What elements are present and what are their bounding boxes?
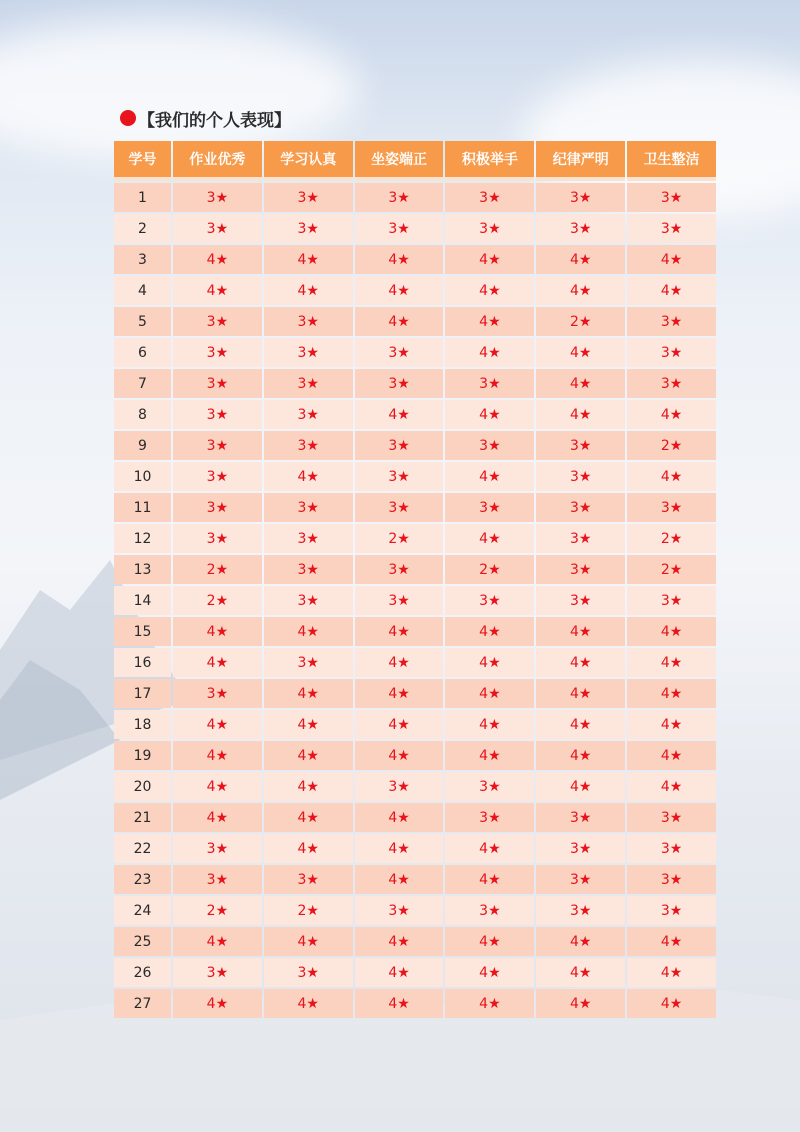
rating-cell: 4★ <box>173 772 262 801</box>
rating-cell: 4★ <box>355 834 444 863</box>
rating-cell: 3★ <box>445 772 534 801</box>
rating-cell: 4★ <box>445 710 534 739</box>
rating-cell: 3★ <box>173 524 262 553</box>
rating-cell: 4★ <box>536 369 625 398</box>
rating-cell: 4★ <box>536 276 625 305</box>
table-row <box>114 276 716 305</box>
table-row <box>114 958 716 987</box>
rating-cell: 4★ <box>264 989 353 1018</box>
rating-cell: 4★ <box>355 648 444 677</box>
table-row <box>114 834 716 863</box>
rating-cell: 4★ <box>355 679 444 708</box>
rating-cell: 4★ <box>536 400 625 429</box>
student-number-cell: 12 <box>114 524 171 553</box>
student-number-cell: 6 <box>114 338 171 367</box>
rating-cell: 3★ <box>627 586 716 615</box>
rating-cell: 2★ <box>173 896 262 925</box>
rating-cell: 4★ <box>445 679 534 708</box>
rating-cell: 3★ <box>173 338 262 367</box>
rating-cell: 4★ <box>355 865 444 894</box>
table-row <box>114 927 716 956</box>
table-row <box>114 214 716 243</box>
rating-cell: 4★ <box>264 772 353 801</box>
rating-cell: 4★ <box>173 648 262 677</box>
rating-cell: 3★ <box>627 214 716 243</box>
table-row <box>114 183 716 212</box>
rating-cell: 3★ <box>445 214 534 243</box>
table-row <box>114 772 716 801</box>
rating-cell: 3★ <box>264 648 353 677</box>
rating-cell: 4★ <box>627 958 716 987</box>
student-number-cell: 7 <box>114 369 171 398</box>
rating-cell: 4★ <box>173 741 262 770</box>
rating-cell: 4★ <box>264 276 353 305</box>
rating-cell: 3★ <box>627 338 716 367</box>
rating-cell: 4★ <box>355 927 444 956</box>
table-row <box>114 369 716 398</box>
table-row <box>114 400 716 429</box>
student-number-cell: 25 <box>114 927 171 956</box>
rating-cell: 4★ <box>173 803 262 832</box>
rating-cell: 4★ <box>355 710 444 739</box>
rating-cell: 3★ <box>173 679 262 708</box>
student-number-cell: 11 <box>114 493 171 522</box>
rating-cell: 4★ <box>264 741 353 770</box>
column-header: 卫生整洁 <box>627 141 716 181</box>
rating-cell: 4★ <box>536 989 625 1018</box>
table-row <box>114 896 716 925</box>
rating-cell: 3★ <box>536 431 625 460</box>
table-row <box>114 555 716 584</box>
rating-cell: 2★ <box>355 524 444 553</box>
rating-cell: 4★ <box>173 617 262 646</box>
table-row <box>114 617 716 646</box>
rating-cell: 3★ <box>536 803 625 832</box>
student-number-cell: 21 <box>114 803 171 832</box>
rating-cell: 4★ <box>264 462 353 491</box>
rating-cell: 4★ <box>445 338 534 367</box>
rating-cell: 3★ <box>627 834 716 863</box>
rating-cell: 4★ <box>264 710 353 739</box>
rating-cell: 4★ <box>355 617 444 646</box>
rating-cell: 3★ <box>264 958 353 987</box>
rating-cell: 4★ <box>445 617 534 646</box>
rating-cell: 3★ <box>445 493 534 522</box>
student-number-cell: 8 <box>114 400 171 429</box>
rating-cell: 2★ <box>536 307 625 336</box>
rating-cell: 3★ <box>173 462 262 491</box>
rating-cell: 4★ <box>445 276 534 305</box>
student-number-cell: 15 <box>114 617 171 646</box>
rating-cell: 3★ <box>355 369 444 398</box>
rating-cell: 4★ <box>627 245 716 274</box>
student-number-cell: 1 <box>114 183 171 212</box>
rating-cell: 3★ <box>264 865 353 894</box>
rating-cell: 4★ <box>627 648 716 677</box>
rating-cell: 4★ <box>536 927 625 956</box>
section-title <box>120 106 291 130</box>
rating-cell: 3★ <box>264 214 353 243</box>
rating-cell: 4★ <box>445 865 534 894</box>
student-number-cell: 4 <box>114 276 171 305</box>
student-number-cell: 17 <box>114 679 171 708</box>
rating-cell: 4★ <box>355 803 444 832</box>
rating-cell: 4★ <box>627 276 716 305</box>
rating-cell: 3★ <box>173 431 262 460</box>
rating-cell: 4★ <box>173 927 262 956</box>
rating-cell: 3★ <box>355 338 444 367</box>
rating-cell: 4★ <box>264 834 353 863</box>
column-header: 纪律严明 <box>536 141 625 181</box>
table-row <box>114 493 716 522</box>
rating-cell: 3★ <box>264 400 353 429</box>
column-header: 积极举手 <box>445 141 534 181</box>
rating-cell: 4★ <box>536 617 625 646</box>
rating-cell: 3★ <box>445 586 534 615</box>
rating-cell: 3★ <box>264 369 353 398</box>
student-number-cell: 24 <box>114 896 171 925</box>
rating-cell: 4★ <box>627 679 716 708</box>
student-number-cell: 22 <box>114 834 171 863</box>
student-number-cell: 2 <box>114 214 171 243</box>
table-row <box>114 741 716 770</box>
rating-cell: 3★ <box>536 834 625 863</box>
rating-cell: 3★ <box>355 555 444 584</box>
rating-cell: 4★ <box>445 648 534 677</box>
rating-cell: 3★ <box>445 803 534 832</box>
rating-cell: 3★ <box>536 524 625 553</box>
rating-cell: 4★ <box>173 989 262 1018</box>
rating-cell: 4★ <box>627 927 716 956</box>
rating-cell: 4★ <box>445 245 534 274</box>
rating-cell: 3★ <box>627 865 716 894</box>
table-row <box>114 648 716 677</box>
rating-cell: 4★ <box>445 834 534 863</box>
rating-cell: 4★ <box>173 276 262 305</box>
rating-cell: 4★ <box>536 710 625 739</box>
section-title-text: 【我们的个人表现】 <box>138 110 291 131</box>
rating-cell: 3★ <box>173 183 262 212</box>
student-number-cell: 10 <box>114 462 171 491</box>
rating-cell: 3★ <box>536 865 625 894</box>
rating-cell: 4★ <box>627 400 716 429</box>
rating-cell: 4★ <box>536 338 625 367</box>
rating-cell: 3★ <box>355 896 444 925</box>
rating-cell: 4★ <box>173 710 262 739</box>
table-row <box>114 865 716 894</box>
rating-cell: 3★ <box>173 400 262 429</box>
table-row <box>114 710 716 739</box>
student-number-cell: 14 <box>114 586 171 615</box>
rating-cell: 4★ <box>264 679 353 708</box>
rating-cell: 3★ <box>627 803 716 832</box>
rating-cell: 4★ <box>264 617 353 646</box>
rating-cell: 4★ <box>627 741 716 770</box>
student-number-cell: 3 <box>114 245 171 274</box>
table-header <box>114 141 716 181</box>
rating-cell: 3★ <box>627 493 716 522</box>
rating-cell: 3★ <box>536 896 625 925</box>
rating-cell: 3★ <box>355 493 444 522</box>
table-row <box>114 245 716 274</box>
rating-cell: 3★ <box>264 338 353 367</box>
rating-cell: 3★ <box>355 183 444 212</box>
rating-cell: 2★ <box>627 555 716 584</box>
rating-cell: 4★ <box>355 245 444 274</box>
rating-cell: 4★ <box>445 989 534 1018</box>
rating-cell: 3★ <box>173 307 262 336</box>
student-number-cell: 9 <box>114 431 171 460</box>
rating-cell: 4★ <box>264 245 353 274</box>
student-number-cell: 26 <box>114 958 171 987</box>
rating-cell: 3★ <box>627 183 716 212</box>
rating-cell: 4★ <box>627 462 716 491</box>
rating-cell: 4★ <box>173 245 262 274</box>
rating-cell: 3★ <box>536 183 625 212</box>
rating-cell: 2★ <box>264 896 353 925</box>
rating-cell: 3★ <box>355 431 444 460</box>
rating-cell: 3★ <box>536 493 625 522</box>
rating-cell: 3★ <box>355 462 444 491</box>
rating-cell: 3★ <box>536 586 625 615</box>
rating-cell: 3★ <box>264 307 353 336</box>
performance-table <box>112 139 718 1020</box>
table-body <box>114 183 716 1018</box>
rating-cell: 4★ <box>355 276 444 305</box>
rating-cell: 3★ <box>173 214 262 243</box>
rating-cell: 4★ <box>445 307 534 336</box>
column-header: 坐姿端正 <box>355 141 444 181</box>
rating-cell: 3★ <box>536 462 625 491</box>
student-number-cell: 19 <box>114 741 171 770</box>
rating-cell: 3★ <box>355 214 444 243</box>
table-row <box>114 803 716 832</box>
rating-cell: 2★ <box>627 431 716 460</box>
rating-cell: 3★ <box>173 958 262 987</box>
rating-cell: 4★ <box>445 741 534 770</box>
rating-cell: 3★ <box>264 524 353 553</box>
rating-cell: 2★ <box>627 524 716 553</box>
table-row <box>114 679 716 708</box>
table-row <box>114 338 716 367</box>
column-header: 作业优秀 <box>173 141 262 181</box>
rating-cell: 3★ <box>173 865 262 894</box>
rating-cell: 4★ <box>627 989 716 1018</box>
table-row <box>114 989 716 1018</box>
rating-cell: 4★ <box>445 927 534 956</box>
rating-cell: 3★ <box>445 896 534 925</box>
rating-cell: 4★ <box>445 958 534 987</box>
student-number-cell: 16 <box>114 648 171 677</box>
rating-cell: 3★ <box>264 183 353 212</box>
rating-cell: 4★ <box>536 741 625 770</box>
rating-cell: 4★ <box>536 958 625 987</box>
rating-cell: 3★ <box>627 896 716 925</box>
rating-cell: 3★ <box>173 493 262 522</box>
rating-cell: 3★ <box>536 214 625 243</box>
rating-cell: 4★ <box>355 741 444 770</box>
rating-cell: 2★ <box>173 586 262 615</box>
rating-cell: 4★ <box>355 958 444 987</box>
rating-cell: 4★ <box>445 462 534 491</box>
rating-cell: 2★ <box>445 555 534 584</box>
rating-cell: 3★ <box>173 834 262 863</box>
rating-cell: 3★ <box>445 431 534 460</box>
rating-cell: 3★ <box>627 307 716 336</box>
table-row <box>114 431 716 460</box>
rating-cell: 4★ <box>355 307 444 336</box>
rating-cell: 3★ <box>264 493 353 522</box>
rating-cell: 3★ <box>536 555 625 584</box>
rating-cell: 3★ <box>264 555 353 584</box>
rating-cell: 4★ <box>627 617 716 646</box>
rating-cell: 4★ <box>355 400 444 429</box>
rating-cell: 4★ <box>536 679 625 708</box>
table-row <box>114 307 716 336</box>
rating-cell: 4★ <box>264 927 353 956</box>
rating-cell: 4★ <box>536 245 625 274</box>
student-number-cell: 20 <box>114 772 171 801</box>
rating-cell: 3★ <box>264 431 353 460</box>
rating-cell: 3★ <box>627 369 716 398</box>
rating-cell: 3★ <box>445 369 534 398</box>
rating-cell: 3★ <box>264 586 353 615</box>
rating-cell: 4★ <box>536 772 625 801</box>
rating-cell: 3★ <box>445 183 534 212</box>
student-number-cell: 5 <box>114 307 171 336</box>
student-number-cell: 18 <box>114 710 171 739</box>
rating-cell: 2★ <box>173 555 262 584</box>
bullet-dot-icon <box>120 110 136 126</box>
table-row <box>114 462 716 491</box>
table-row <box>114 586 716 615</box>
rating-cell: 4★ <box>264 803 353 832</box>
student-number-cell: 27 <box>114 989 171 1018</box>
rating-cell: 4★ <box>445 400 534 429</box>
student-number-cell: 23 <box>114 865 171 894</box>
table-row <box>114 524 716 553</box>
rating-cell: 4★ <box>355 989 444 1018</box>
rating-cell: 4★ <box>445 524 534 553</box>
rating-cell: 4★ <box>536 648 625 677</box>
column-header: 学习认真 <box>264 141 353 181</box>
rating-cell: 3★ <box>355 772 444 801</box>
rating-cell: 4★ <box>627 710 716 739</box>
student-number-cell: 13 <box>114 555 171 584</box>
rating-cell: 3★ <box>173 369 262 398</box>
rating-cell: 3★ <box>355 586 444 615</box>
column-header: 学号 <box>114 141 171 181</box>
rating-cell: 4★ <box>627 772 716 801</box>
